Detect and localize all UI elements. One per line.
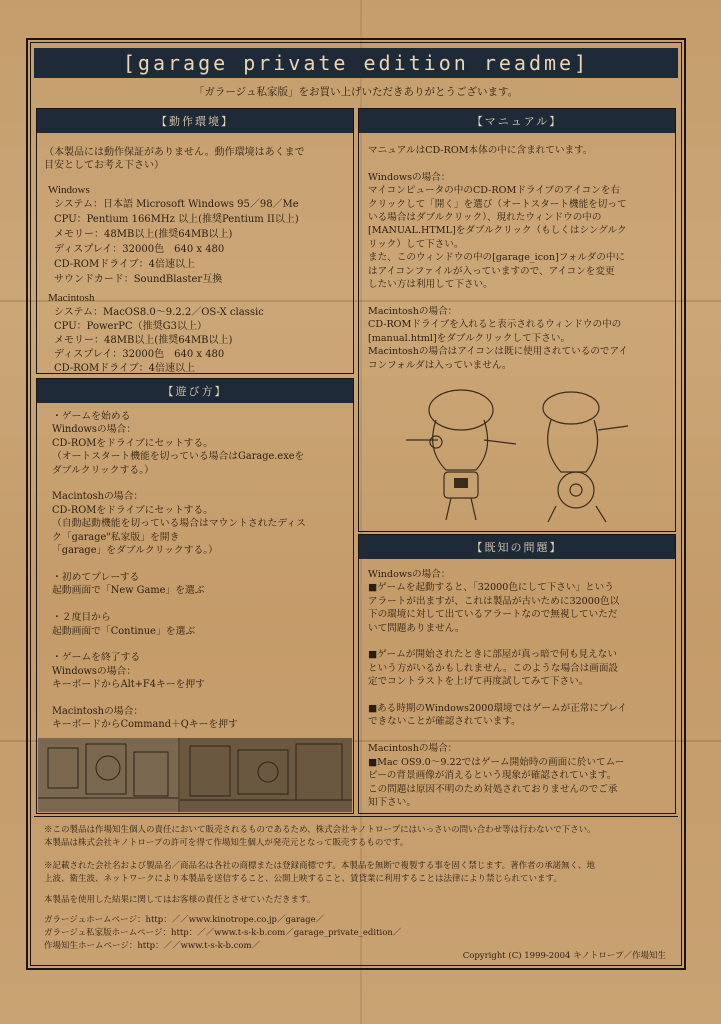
private-edition-link[interactable]: ガラージュ私家版ホームページ：http：／／www.t-s-k-b.com／garage_private_edition／ — [44, 928, 402, 938]
issues-text: Windowsの場合： ■ゲームを起動すると、「32000色にして下さい」という アラートが出ますが、これは製品が古いために32000色以 下の環境に対して出ているアラートなので無視していただ いて問題ありません。 ■ゲームが開始されたときに部屋が真っ暗で何も見えない という方がいるかもしれません。このような場合は画面設 定でコントラストを上げて再度試してみて下さい。 ■ある時期のWindows2000環境ではゲームが正常にプレイ できないことが確認されています。 Macintoshの場合： ■Mac OS9.0～9.22ではゲーム開始時の画面に於いてムー ビーの背景画像が消えるという現象が確認されています。 この問題は原因不明のため対処されておりませんのでご承 知下さい。 — [368, 569, 627, 808]
spec-line: ディスプレイ：32000色 640 x 480 — [54, 244, 225, 255]
copyright: Copyright (C) 1999-2004 キノトロープ／作場知生 — [462, 951, 666, 961]
spec-line: CD-ROMドライブ：4倍速以上 — [54, 363, 195, 374]
footer — [34, 816, 678, 967]
windows-heading: Windows — [48, 184, 90, 196]
footer-line: 上波、衛生波、ネットワークにより本製品を送信すること、公開上映すること、賃貸業に利用することは法律により禁じられています。 — [44, 874, 562, 884]
mac-spec-list — [54, 306, 264, 376]
issues-title: 【既知の問題】 — [359, 535, 675, 559]
footer-line: ※この製品は作場知生個人の責任において販売されるものであるため、株式会社キノトロープにはいっさいの問い合わせ等は行わないで下さい。 — [44, 825, 596, 835]
play-text: ・ゲームを始める Windowsの場合： CD-ROMをドライブにセットする。 （オートスタート機能を切っている場合はGarage.exeを ダブルクリックする。） Macintoshの場合： CD-ROMをドライブにセットする。 （自動起動機能を切っている場合はマウントされたディス ク「garage"私家版」を開き 「garage」をダブルクリックする。） ・初めてプレーする 起動画面で「New Game」を選ぶ ・２度目から 起動画面で「Continue」を選ぶ ・ゲームを終了する Windowsの場合： キーボードからAlt+F4キーを押す Macintoshの場合： キーボードからCommand＋Qキーを押す — [52, 411, 306, 731]
env-title: 【動作環境】 — [37, 109, 353, 133]
thank-you-message: 「ガラージュ私家版」をお買い上げいただきありがとうございます。 — [193, 86, 519, 98]
manual-title: 【マニュアル】 — [359, 109, 675, 133]
play-title: 【遊び方】 — [37, 379, 353, 403]
footer-line: 本製品を使用した結果に関してはお客様の責任とさせていただきます。 — [44, 895, 316, 905]
game-screenshots-image — [38, 738, 352, 812]
mech-illustration — [366, 380, 666, 526]
spec-line: システム：MacOS8.0～9.2.2／OS-X classic — [54, 307, 264, 318]
spec-line: CPU：PowerPC（推奨G3以上） — [54, 321, 207, 332]
footer-line: ※記載された会社名および製品名／商品名は各社の商標または登録商標です。本製品を無断で複製する事を固く禁じます。著作者の承諾無く、地 — [44, 861, 595, 871]
footer-line: 本製品は株式会社キノトロープの許可を得て作場知生個人が発売元となって販売するものです。 — [44, 838, 409, 848]
author-link[interactable]: 作場知生ホームページ：http：／／www.t-s-k-b.com／ — [44, 941, 261, 951]
mechanical-creature-drawing — [366, 380, 666, 526]
page-title: [garage private edition readme] — [34, 48, 678, 78]
screenshot-strip — [38, 738, 352, 812]
homepage-link[interactable]: ガラージュホームページ：http：／／www.kinotrope.co.jp／garage／ — [44, 915, 325, 925]
spec-line: メモリー：48MB以上(推奨64MB以上) — [54, 335, 233, 346]
spec-line: CD-ROMドライブ：4倍速以上 — [54, 259, 195, 270]
spec-line: ディスプレイ：32000色 640 x 480 — [54, 349, 225, 360]
spec-line: システム：日本語 Microsoft Windows 95／98／Me — [54, 199, 299, 210]
mac-heading: Macintosh — [48, 292, 95, 304]
spec-line: CPU：Pentium 166MHz 以上(推奨Pentium II以上) — [54, 214, 299, 225]
manual-text: マニュアルはCD-ROM本体の中に含まれています。 Windowsの場合： マイコンピュータの中のCD-ROMドライブのアイコンを右 クリックして「開く」を選び（オートスタート機能を切って いる場合はダブルクリック）、現れたウィンドウの中の [MANUAL.HTML]をダブルクリック（もしくはシングルク リック）して下さい。 また、このウィンドウの中の[garage_icon]フォルダの中に はアイコンファイルが入っていますので、アイコンを変更 したい方は利用して下さい。 Macintoshの場合： CD-ROMドライブを入れると表示されるウィンドウの中の [manual.html]をダブルクリックして下さい。 Macintoshの場合はアイコンは既に使用されているのでアイ コンフォルダは入っていません。 — [368, 145, 628, 371]
spec-line: メモリー：48MB以上(推奨64MB以上) — [54, 229, 233, 240]
env-notice: （本製品には動作保証がありません。動作環境はあくまで 目安としてお考え下さい） — [44, 147, 305, 171]
windows-spec-list — [54, 198, 299, 288]
spec-line: サウンドカード：SoundBlaster互換 — [54, 274, 223, 285]
